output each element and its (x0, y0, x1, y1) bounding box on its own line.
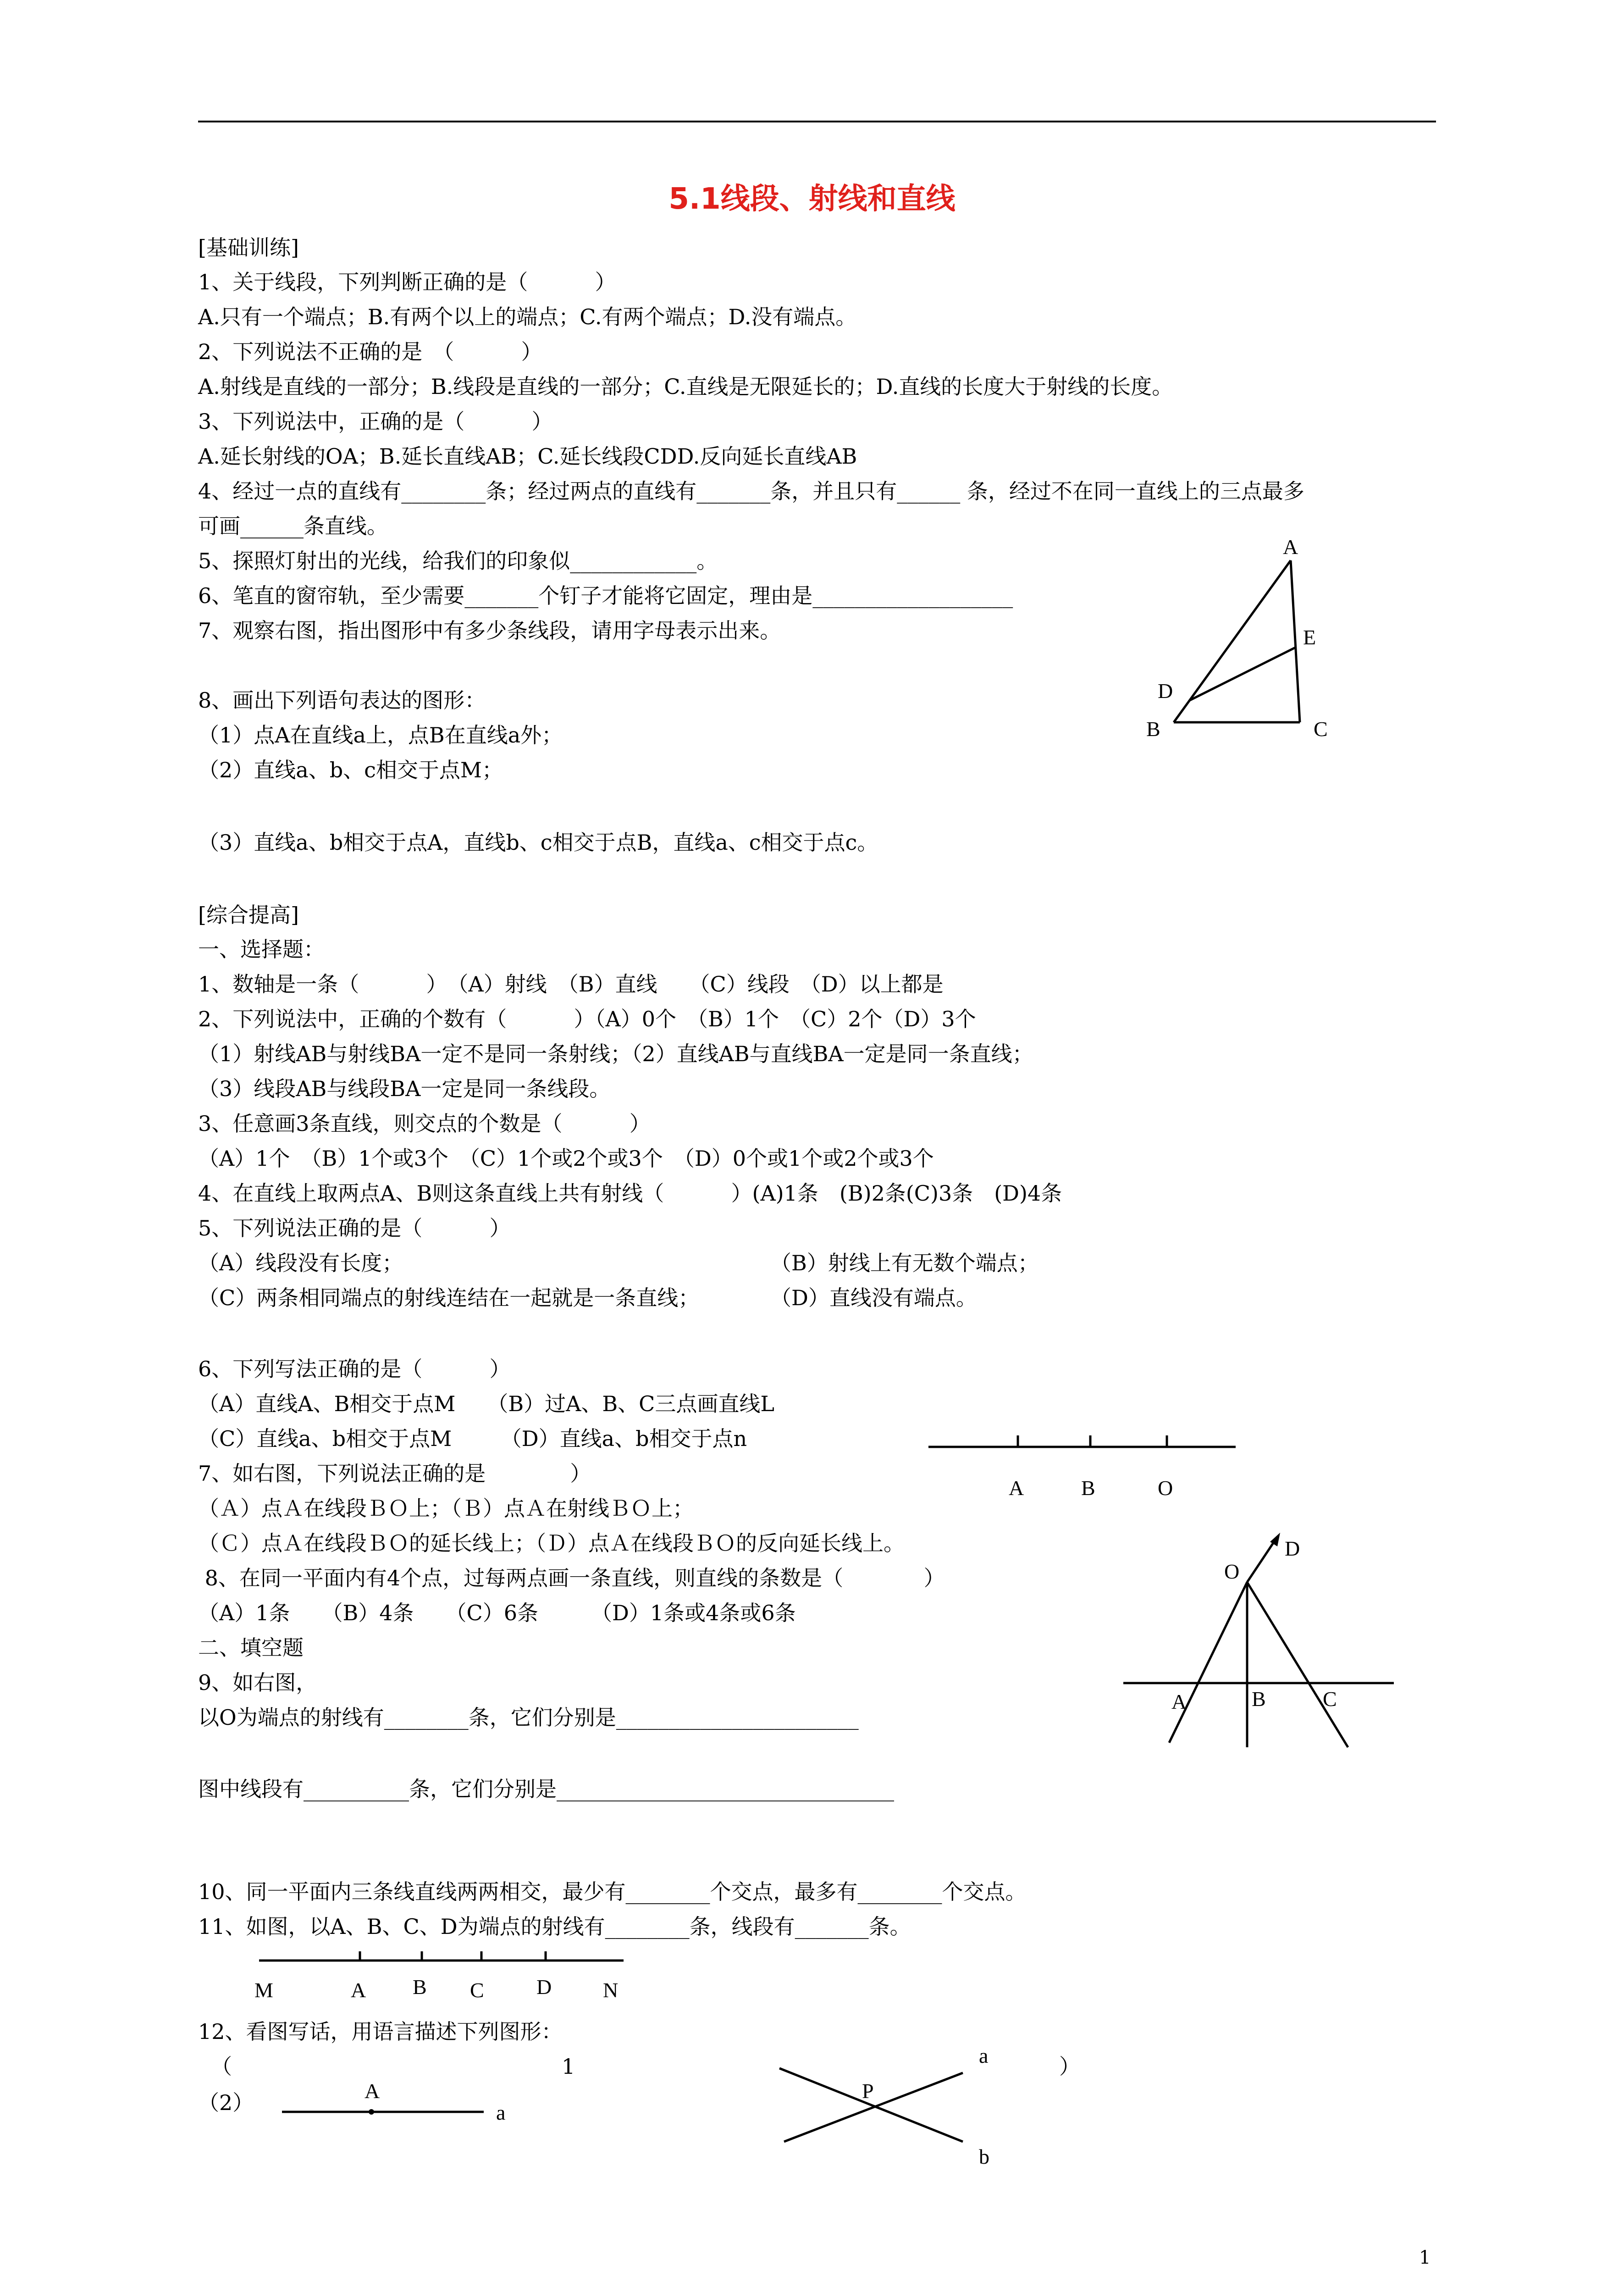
question-line: A.只有一个端点；B.有两个以上的端点；C.有两个端点；D.没有端点。 (198, 305, 857, 329)
question-line: 6、下列写法正确的是（ ） (198, 1357, 511, 1381)
question-line: （Ｃ）点Ａ在线段ＢＯ的延长线上；（Ｄ）点Ａ在线段ＢＯ的反向延长线上。 (198, 1531, 905, 1556)
label-c: C (470, 1978, 484, 2002)
question-line: 1、关于线段，下列判断正确的是（ ） (198, 270, 616, 294)
question-line: A.射线是直线的一部分；B.线段是直线的一部分；C.直线是无限延长的；D.直线的长度大于射线的长度。 (198, 374, 1173, 399)
question-line: （1）射线AB与射线BA一定不是同一条射线；（2）直线AB与直线BA一定是同一条直线； (198, 1041, 1033, 1066)
label-o: O (1158, 1476, 1173, 1500)
question-line: 图中线段有__________条，它们分别是________________________________ (198, 1777, 894, 1801)
label-b: B (1081, 1476, 1095, 1500)
question-line: 以O为端点的射线有________条，它们分别是_______________________ (198, 1705, 859, 1730)
question-line: 5、探照灯射出的光线，给我们的印象似____________。 (198, 548, 718, 573)
question-line: （C）两条相同端点的射线连结在一起就是一条直线； (198, 1285, 700, 1310)
question-line: （A）线段没有长度； (198, 1251, 403, 1275)
question-line: 11、如图，以A、B、C、D为端点的射线有________条，线段有_______条。 (198, 1914, 911, 1939)
line-abo-figure (926, 1426, 1243, 1513)
question-line: （A）直线A、B相交于点M （B）过A、B、C三点画直线L (198, 1391, 774, 1416)
question-line: 8、画出下列语句表达的图形： (198, 688, 486, 713)
question-line: 2、下列说法不正确的是 （ ） (198, 339, 542, 364)
question-line: 10、同一平面内三条线直线两两相交，最少有________个交点，最多有________个交点。 (198, 1879, 1027, 1904)
cross-lines-figure (770, 2022, 1045, 2174)
question-line: 4、在直线上取两点A、B则这条直线上共有射线（ ）(A)1条 (B)2条(C)3条 (D)4条 (198, 1181, 1062, 1206)
label-e: E (1303, 626, 1316, 649)
header-rule (198, 121, 1436, 122)
label-b: B (413, 1975, 427, 1999)
label-point-a: A (365, 2079, 380, 2103)
question-line: （1）点A在直线a上，点B在直线a外； (198, 723, 563, 748)
label-d: D (1285, 1537, 1300, 1560)
question-line: 7、如右图，下列说法正确的是 ） (198, 1461, 591, 1486)
question-line: 8、在同一平面内有4个点，过每两点画一条直线，则直线的条数是（ ） (198, 1566, 945, 1590)
label-a: a (979, 2044, 989, 2067)
question-line: 7、观察右图，指出图形中有多少条线段，请用字母表示出来。 (198, 618, 781, 643)
question-line: （C）直线a、b相交于点M （D）直线a、b相交于点n (198, 1426, 747, 1451)
triangle-figure (1137, 527, 1343, 748)
question-line: （A）1条 （B）4条 （C）6条 （D）1条或4条或6条 (198, 1601, 796, 1625)
question-line: （D）直线没有端点。 (770, 1285, 977, 1310)
question-line: 一、选择题： (198, 937, 325, 962)
question-line: （B）射线上有无数个端点； (770, 1251, 1039, 1275)
question-line: （2） (198, 2090, 254, 2115)
section-header-comprehensive: [综合提高] (198, 903, 299, 927)
label-b: B (1146, 717, 1160, 741)
question-line: 2、下列说法中，正确的个数有（ ）（A）0个 （B）1个 （C）2个（D）3个 (198, 1007, 976, 1031)
label-a: A (1171, 1690, 1187, 1713)
question-line: （2）直线a、b、c相交于点M； (198, 758, 503, 782)
label-o: O (1224, 1560, 1240, 1583)
question-line: 6、笔直的窗帘轨，至少需要_______个钉子才能将它固定，理由是___________________ (198, 583, 1013, 608)
question-line: 1、数轴是一条（ ） （A）射线 （B）直线 （C）线段 （D）以上都是 (198, 972, 944, 997)
question-line: 12、看图写话，用语言描述下列图形： (198, 2019, 563, 2044)
label-line-a: a (496, 2101, 506, 2124)
section-header-basic: [基础训练] (198, 235, 299, 260)
question-line: 3、任意画3条直线，则交点的个数是（ ） (198, 1111, 651, 1136)
question-line: 二、填空题 (198, 1635, 304, 1660)
question-line: 5、下列说法正确的是（ ） (198, 1216, 511, 1241)
question-line: 3、下列说法中，正确的是（ ） (198, 409, 553, 434)
line-mn-figure (248, 1944, 642, 2004)
label-c: C (1314, 717, 1328, 741)
label-b: b (979, 2145, 989, 2168)
label-a: A (1009, 1476, 1024, 1500)
question-line: （A）1个 （B）1个或3个 （C）1个或2个或3个 （D）0个或1个或2个或3个 (198, 1146, 934, 1171)
question-line: （3）直线a、b相交于点A，直线b、c相交于点B，直线a、c相交于点c。 (198, 830, 878, 855)
label-p: P (862, 2079, 874, 2103)
label-a: A (1283, 535, 1298, 559)
question-line: 9、如右图， (198, 1670, 317, 1695)
question-line: 4、经过一点的直线有________条；经过两点的直线有_______条，并且只有______ 条，经过不在同一直线上的三点最多 (198, 479, 1304, 504)
label-n: N (603, 1978, 619, 2002)
question-line: 1 (562, 2054, 575, 2079)
label-c: C (1323, 1687, 1337, 1711)
question-line: （Ａ）点Ａ在线段ＢＯ上；（Ｂ）点Ａ在射线ＢＯ上； (198, 1496, 694, 1521)
question-line: A.延长射线的OA；B.延长直线AB；C.延长线段CDD.反向延长直线AB (198, 444, 857, 469)
label-d: D (1158, 679, 1173, 703)
question-line: （ (211, 2054, 232, 2079)
page-number: 1 (1419, 2247, 1431, 2268)
question-line: 可画______条直线。 (198, 514, 388, 538)
question-line: ） (1059, 2054, 1080, 2079)
question-line: （3）线段AB与线段BA一定是同一条线段。 (198, 1076, 611, 1101)
label-b: B (1252, 1687, 1266, 1711)
point-line-figure (275, 2077, 532, 2132)
label-m: M (254, 1978, 273, 2002)
page-title: 5.1线段、射线和直线 (668, 182, 956, 216)
label-d: D (536, 1975, 552, 1999)
label-a: A (351, 1978, 366, 2002)
rays-figure (1119, 1527, 1403, 1766)
